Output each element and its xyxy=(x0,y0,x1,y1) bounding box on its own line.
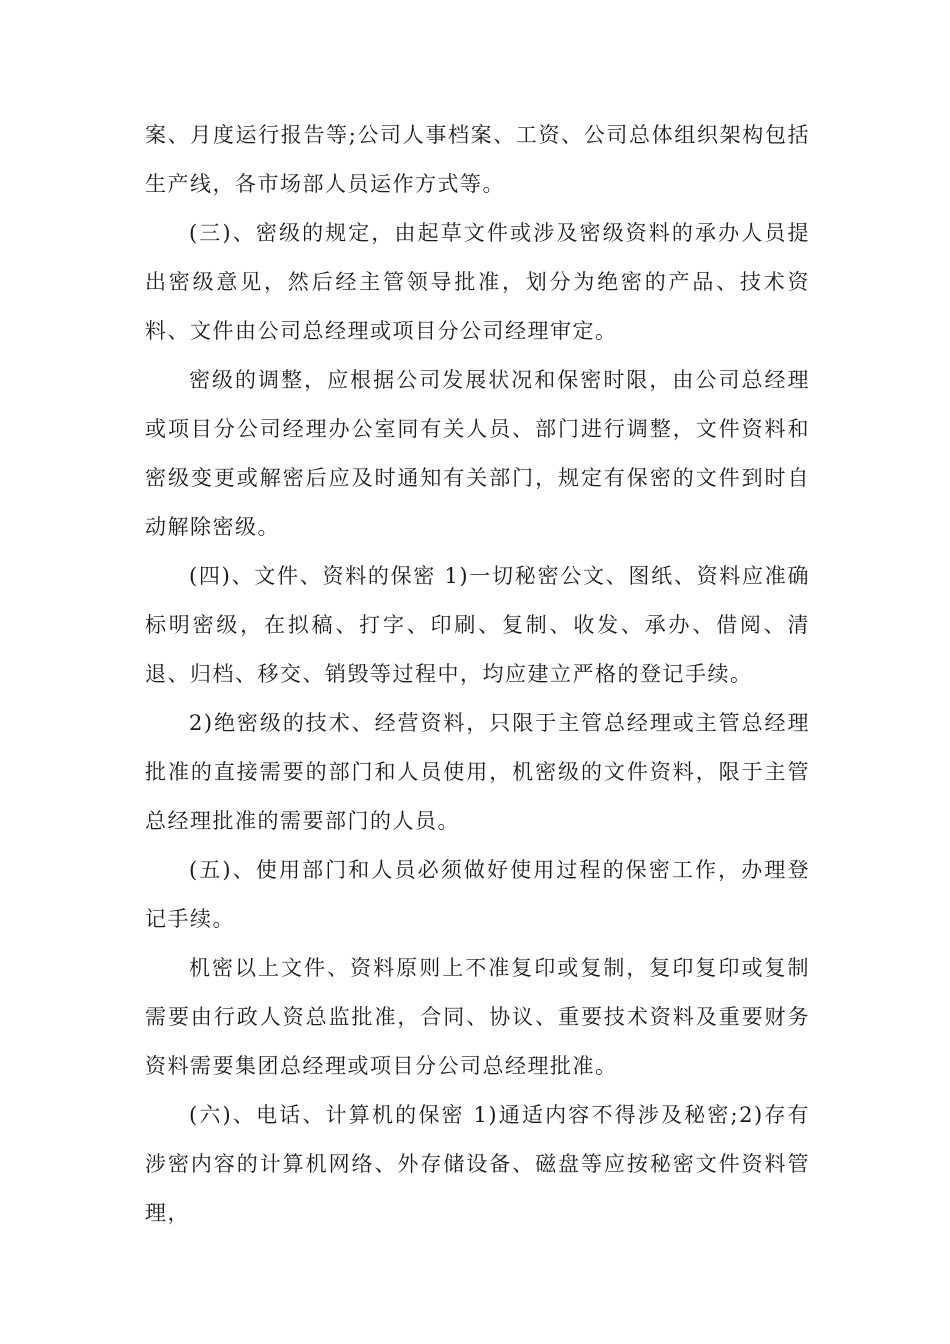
paragraph-continuation: 案、月度运行报告等;公司人事档案、工资、公司总体组织架构包括生产线，各市场部人员运作方式等。 xyxy=(145,123,810,196)
body-text xyxy=(145,111,810,1238)
paragraph-section-5: (五)、使用部门和人员必须做好使用过程的保密工作，办理登记手续。 xyxy=(145,858,810,931)
paragraph-copy-approval: 机密以上文件、资料原则上不准复印或复制，复印复印或复制需要由行政人资总监批准，合同、协议、重要技术资料及重要财务资料需要集团总经理或项目分公司总经理批准。 xyxy=(145,956,810,1078)
paragraph-top-secret-access: 2)绝密级的技术、经营资料，只限于主管总经理或主管总经理批准的直接需要的部门和人员使用，机密级的文件资料，限于主管总经理批准的需要部门的人员。 xyxy=(145,711,810,833)
paragraph-section-6: (六)、电话、计算机的保密 1)通适内容不得涉及秘密;2)存有涉密内容的计算机网络、外存储设备、磁盘等应按秘密文件资料管理， xyxy=(145,1103,810,1225)
paragraph-section-3: (三)、密级的规定，由起草文件或涉及密级资料的承办人员提出密级意见，然后经主管领导批准，划分为绝密的产品、技术资料、文件由公司总经理或项目分公司经理审定。 xyxy=(145,221,810,343)
paragraph-section-4: (四)、文件、资料的保密 1)一切秘密公文、图纸、资料应准确标明密级，在拟稿、打字、印刷、复制、收发、承办、借阅、清退、归档、移交、销毁等过程中，均应建立严格的登记手续。 xyxy=(145,564,810,686)
paragraph-classification-adjustment: 密级的调整，应根据公司发展状况和保密时限，由公司总经理或项目分公司经理办公室同有关人员、部门进行调整，文件资料和密级变更或解密后应及时通知有关部门，规定有保密的文件到时自动解除密级。 xyxy=(145,368,810,539)
